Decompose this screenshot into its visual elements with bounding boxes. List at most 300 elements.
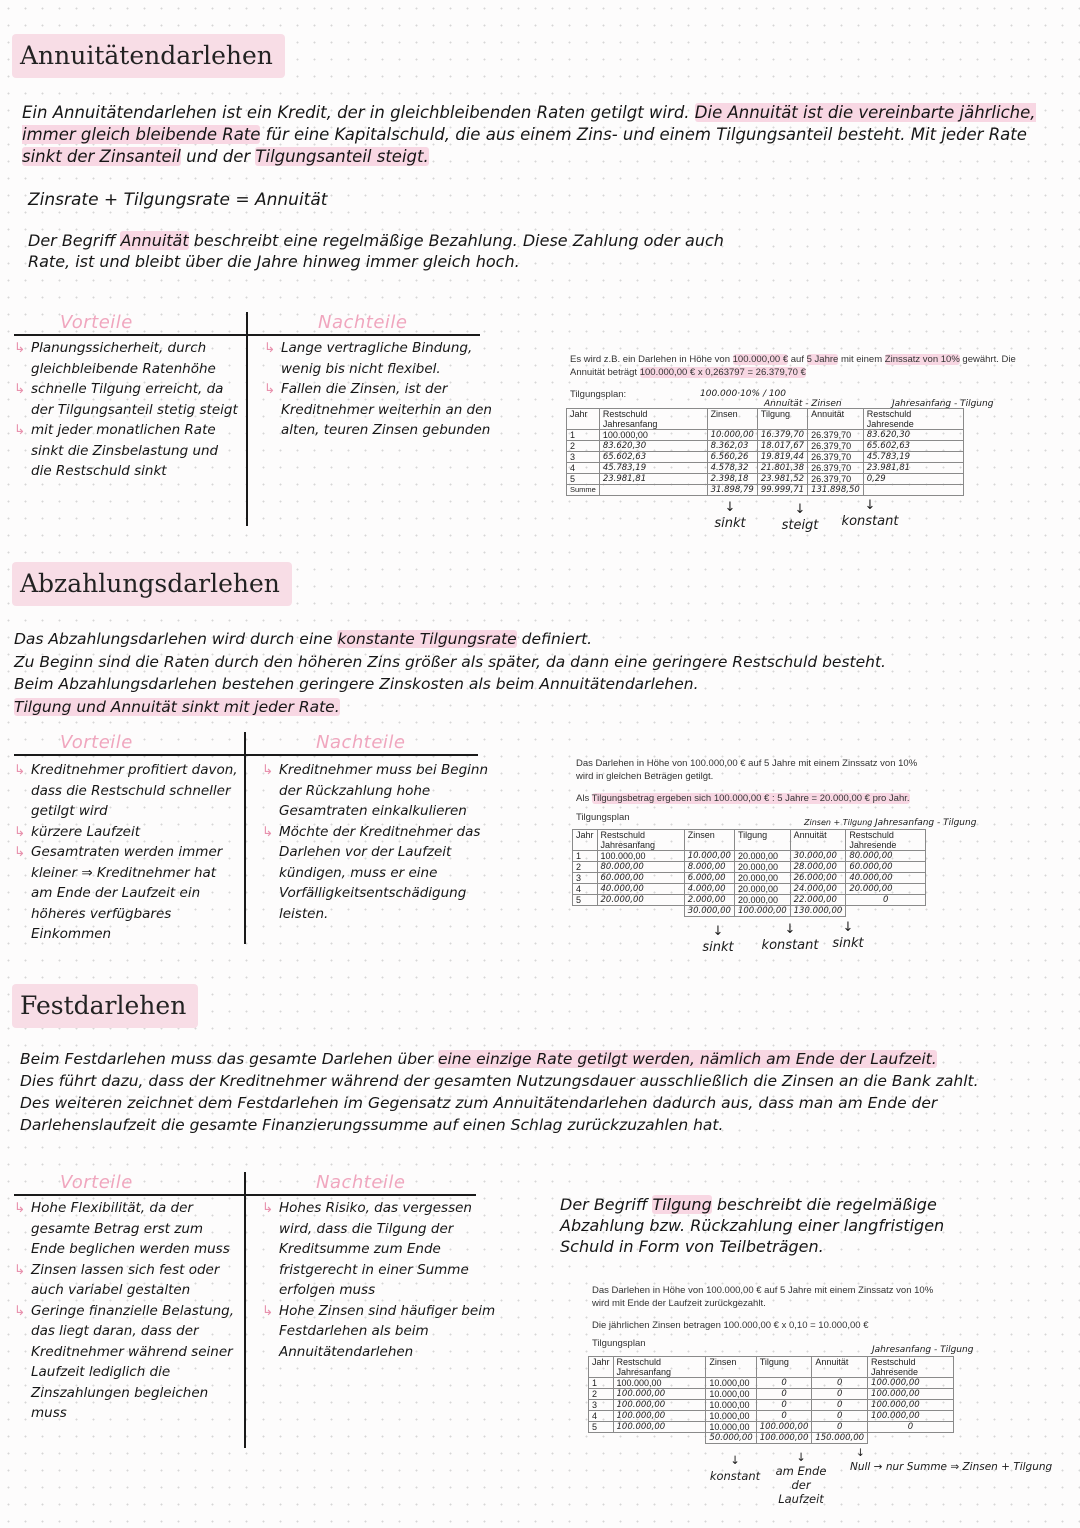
annuitaet-nachteil-item	[264, 379, 496, 441]
ex2-l3	[576, 792, 976, 805]
arrow-icon: ↳	[264, 381, 276, 397]
cell: 40.000,00	[597, 884, 684, 895]
cell	[863, 485, 963, 496]
cell: 10.000,00	[684, 851, 734, 862]
arrow-icon: ↳	[14, 1261, 26, 1278]
label-text: Null → nur Summe ⇒ Zinsen + Tilgung	[850, 1461, 1053, 1473]
arrow-icon: ↳	[264, 340, 276, 356]
annuitaet-nachteil-text: Fallen die Zinsen, ist der Kreditnehmer weiterhin an den alten, teuren Zinsen gebunden	[281, 381, 492, 438]
annuitaet-vorteil-text: schnelle Tilgung erreicht, da der Tilgungsanteil stetig steigt	[31, 381, 238, 418]
down-arrow-icon: ↓	[842, 920, 854, 935]
table-row	[573, 884, 926, 895]
annuitaet-formula: Zinsrate + Tilgungsrate = Annuität	[28, 190, 328, 210]
table-row	[567, 430, 964, 441]
cell: 100.000,00	[597, 851, 684, 862]
cell: 2.000,00	[684, 895, 734, 906]
t: definiert.	[521, 630, 593, 648]
cell: 65.602,63	[599, 452, 707, 463]
arrow-icon: ↳	[14, 1200, 26, 1216]
cell: 26.379,70	[808, 441, 864, 452]
abzahlung-tilgungsplan-table	[572, 829, 926, 917]
cell: 130.000,00	[790, 906, 846, 917]
ex1-t5: mit einem	[840, 354, 883, 365]
fest-vorteil-text: Zinsen lassen sich fest oder auch variabel gestalten	[31, 1261, 220, 1298]
annuitaet-label-zinsen	[700, 500, 760, 532]
annuitaet-nachteile-list	[264, 338, 496, 441]
table-row	[573, 873, 926, 884]
label-text: konstant	[709, 1469, 761, 1483]
cell: 65.602,63	[863, 441, 963, 452]
t: Tilgungsbetrag ergeben sich 100.000,00 € : 5 Jahre = 20.000,00 € pro Jahr.	[591, 793, 910, 804]
down-arrow-icon: ↓	[730, 1453, 740, 1467]
cell	[599, 485, 707, 496]
annuitaet-nachteil-text: Lange vertragliche Bindung, wenig bis nicht flexibel.	[281, 340, 473, 377]
abzahlung-label-tilgung	[752, 922, 828, 954]
abzahlung-note-ann: Zinsen + Tilgung	[804, 818, 873, 827]
annuitaet-note-calc: 100.000·10% / 100	[700, 389, 787, 399]
table-sum-row	[589, 1433, 954, 1444]
fest-note-rest: Jahresanfang - Tilgung	[872, 1345, 974, 1355]
cell: 4	[567, 463, 600, 474]
table-row	[567, 441, 964, 452]
down-arrow-icon: ↓	[864, 498, 876, 513]
abzahlung-definition	[14, 628, 1064, 718]
fest-plan-label: Tilgungsplan	[592, 1338, 646, 1349]
label-text: sinkt	[832, 936, 864, 951]
cell: 28.000,00	[790, 862, 846, 873]
t: eine einzige Rate getilgt werden, nämlich am Ende der Laufzeit.	[437, 1050, 937, 1068]
ex1-t4: 5 Jahre	[806, 354, 839, 365]
begriff-4: Diese Zahlung oder auch Rate, ist und bleibt über die Jahre hinweg immer gleich hoch.	[28, 231, 724, 271]
annuitaet-def-3: für eine Kapitalschuld, die aus einem Zins- und einem Tilgungsanteil besteht. Mit jeder Rate	[265, 125, 1027, 144]
cell: 10.000,00	[707, 430, 757, 441]
table-row	[567, 452, 964, 463]
cell: 10.000,00	[706, 1411, 756, 1422]
table-row	[589, 1400, 954, 1411]
ex2-l2: wird in gleichen Beträgen getilgt.	[576, 771, 714, 782]
abzahlung-vorteil-item	[14, 760, 240, 822]
col-tilgung: Tilgung	[734, 830, 790, 851]
table-row	[567, 474, 964, 485]
label-text: am Ende der Laufzeit	[775, 1464, 827, 1506]
annuitaet-tilgungsplan-table	[566, 408, 964, 496]
table-row	[573, 851, 926, 862]
cell	[846, 906, 926, 917]
annuitaet-def-4: sinkt der Zinsanteil	[22, 147, 181, 166]
cell: 10.000,00	[706, 1389, 756, 1400]
cell: 24.000,00	[790, 884, 846, 895]
arrow-icon: ↳	[262, 1302, 274, 1319]
ex1-t7: gewährt. Die	[962, 354, 1016, 365]
abzahlung-nachteil-text: Kreditnehmer muss bei Beginn der Rückzahlung hohe Gesamtraten einkalkulieren	[279, 762, 489, 819]
fest-vorteile-heading: Vorteile	[60, 1172, 133, 1193]
label-text: sinkt	[714, 516, 746, 531]
cell: 0	[756, 1400, 812, 1411]
col-annuitaet: Annuität	[812, 1357, 868, 1378]
cell: 6.560,26	[707, 452, 757, 463]
cell: 50.000,00	[706, 1433, 756, 1444]
cell: 20.000,00	[846, 884, 926, 895]
label-text: sinkt	[702, 940, 734, 955]
cell: 45.783,19	[599, 463, 707, 474]
cell: 30.000,00	[790, 851, 846, 862]
t: Der Begriff	[560, 1195, 648, 1214]
cell: 26.379,70	[808, 474, 864, 485]
label-text: konstant	[761, 938, 819, 953]
cell: 3	[589, 1400, 614, 1411]
t: Tilgung und Annuität sinkt mit jeder Rate.	[14, 697, 340, 716]
cell: 2	[573, 862, 598, 873]
table-row	[573, 862, 926, 873]
cell: 0	[756, 1378, 812, 1389]
annuitaet-vorteil-text: Planungssicherheit, durch gleichbleibende Ratenhöhe	[31, 340, 216, 377]
annuitaet-nachteile-heading: Nachteile	[318, 312, 408, 333]
cell: 5	[589, 1422, 614, 1433]
abzahlung-vorteil-item	[14, 842, 240, 945]
cell: 20.000,00	[734, 851, 790, 862]
arrow-icon: ↳	[14, 381, 26, 397]
t: Tilgung	[652, 1195, 712, 1214]
abzahlung-label-zinsen	[688, 924, 748, 956]
table-row	[589, 1378, 954, 1389]
cell	[597, 906, 684, 917]
col-tilgung: Tilgung	[756, 1357, 812, 1378]
annuitaet-def-2: Die Annuität ist die vereinbarte jährliche, immer gleich bleibende Rate	[22, 103, 1036, 144]
fest-example-intro	[592, 1284, 992, 1332]
ex3-l1: Das Darlehen in Höhe von 100.000,00 € auf 5 Jahre mit einem Zinssatz von 10%	[592, 1285, 934, 1296]
cell: 45.783,19	[863, 452, 963, 463]
cell: 2	[589, 1389, 614, 1400]
cell: 16.379,70	[757, 430, 807, 441]
t: Das Abzahlungsdarlehen wird durch eine	[14, 630, 333, 648]
abzahlung-vorteile-list	[14, 760, 240, 945]
abzahlung-vorteil-item	[14, 822, 240, 843]
cell: 1	[589, 1378, 614, 1389]
table-row	[589, 1389, 954, 1400]
cell: 100.000,00	[868, 1400, 954, 1411]
ex1-t8: Annuität beträgt	[570, 367, 638, 378]
cell: 0	[868, 1422, 954, 1433]
annuitaet-def-1: Ein Annuitätendarlehen ist ein Kredit, der in gleichbleibenden Raten getilgt wird.	[22, 103, 690, 122]
cell: 100.000,00	[599, 430, 707, 441]
fest-line-1	[20, 1048, 1060, 1070]
arrow-icon: ↳	[14, 844, 26, 860]
annuitaet-vorteil-text: mit jeder monatlichen Rate sinkt die Zinsbelastung und die Restschuld sinkt	[31, 422, 219, 479]
cell: 4	[589, 1411, 614, 1422]
cell: 20.000,00	[597, 895, 684, 906]
cell: 0	[812, 1411, 868, 1422]
fest-nachteil-text: Hohe Zinsen sind häufiger beim Festdarlehen als beim Annuitätendarlehen	[279, 1302, 496, 1360]
down-arrow-icon: ↓	[796, 1450, 806, 1464]
table-row	[589, 1422, 954, 1433]
col-jahr: Jahr	[589, 1357, 614, 1378]
cell: 83.620,30	[599, 441, 707, 452]
cell: 0	[846, 895, 926, 906]
col-restschuld-anfang: Restschuld Jahresanfang	[599, 409, 707, 430]
abzahlung-tchart-hline	[14, 754, 478, 756]
abzahlung-line-4	[14, 696, 1064, 719]
cell: 10.000,00	[706, 1378, 756, 1389]
fest-tilgungsplan-table	[588, 1356, 954, 1444]
col-zinsen: Zinsen	[707, 409, 757, 430]
down-arrow-icon: ↓	[724, 500, 736, 515]
cell: 99.999,71	[757, 485, 807, 496]
cell: 26.379,70	[808, 430, 864, 441]
annuitaet-note-ann: Annuität - Zinsen	[764, 399, 842, 409]
col-restschuld-ende: Restschuld Jahresende	[868, 1357, 954, 1378]
cell: 4	[573, 884, 598, 895]
col-annuitaet: Annuität	[790, 830, 846, 851]
cell: 40.000,00	[846, 873, 926, 884]
table-header-row	[589, 1357, 954, 1378]
down-arrow-icon: ↓	[856, 1447, 865, 1459]
begriff-3: beschreibt eine regelmäßige Bezahlung.	[193, 231, 518, 250]
cell: 0	[756, 1389, 812, 1400]
col-restschuld-anfang: Restschuld Jahresanfang	[597, 830, 684, 851]
cell: 2	[567, 441, 600, 452]
cell: 150.000,00	[812, 1433, 868, 1444]
cell: 3	[567, 452, 600, 463]
table-header-row	[573, 830, 926, 851]
cell: 23.981,81	[863, 463, 963, 474]
cell: 100.000,00	[613, 1400, 706, 1411]
abzahlung-vorteil-text: Kreditnehmer profitiert davon, dass die Restschuld schneller getilgt wird	[31, 762, 238, 819]
down-arrow-icon: ↓	[794, 502, 806, 517]
fest-nachteile-heading: Nachteile	[316, 1172, 406, 1193]
cell: 8.362,03	[707, 441, 757, 452]
cell: Summe	[567, 485, 600, 496]
ex1-t2: 100.000,00 €	[732, 354, 789, 365]
down-arrow-icon: ↓	[712, 924, 724, 939]
t: Als	[576, 793, 590, 804]
cell: 18.017,67	[757, 441, 807, 452]
cell: 10.000,00	[706, 1400, 756, 1411]
cell: 100.000,00	[868, 1389, 954, 1400]
cell: 5	[567, 474, 600, 485]
abzahlung-vorteile-heading: Vorteile	[60, 732, 133, 753]
cell: 100.000,00	[613, 1411, 706, 1422]
t: konstante Tilgungsrate	[337, 630, 517, 648]
annuitaet-tchart-vline	[246, 312, 248, 526]
annuitaet-label-annuitaet	[832, 498, 908, 530]
arrow-icon: ↳	[262, 823, 274, 840]
fest-label-zinsen	[700, 1452, 770, 1484]
cell: 1	[573, 851, 598, 862]
cell: 3	[573, 873, 598, 884]
table-row	[567, 463, 964, 474]
abzahlung-nachteil-text: Möchte der Kreditnehmer das Darlehen vor der Laufzeit kündigen, muss er eine Vorfälligkeitsentschädigung leisten.	[279, 823, 481, 922]
fest-label-tilgung	[770, 1450, 832, 1506]
abzahlung-nachteil-item	[262, 760, 500, 822]
abzahlung-tchart-vline	[244, 732, 246, 944]
cell: 23.981,81	[599, 474, 707, 485]
fest-line-2: Dies führt dazu, dass der Kreditnehmer während der gesamten Nutzungsdauer ausschließlich die Zinsen an die Bank zahlt.	[20, 1072, 979, 1090]
table-sum-row	[573, 906, 926, 917]
cell: 20.000,00	[734, 895, 790, 906]
arrow-icon: ↳	[14, 823, 26, 840]
cell: 0	[756, 1411, 812, 1422]
cell	[613, 1433, 706, 1444]
cell: 26.000,00	[790, 873, 846, 884]
col-zinsen: Zinsen	[684, 830, 734, 851]
cell: 20.000,00	[734, 873, 790, 884]
cell: 30.000,00	[684, 906, 734, 917]
cell: 22.000,00	[790, 895, 846, 906]
fest-tchart-vline	[244, 1172, 246, 1448]
annuitaet-nachteil-item	[264, 338, 496, 379]
ex1-t6: Zinssatz von 10%	[884, 354, 960, 365]
fest-nachteile-list	[262, 1198, 498, 1362]
begriff-1: Der Begriff	[28, 231, 116, 250]
fest-vorteil-item	[14, 1260, 240, 1301]
arrow-icon: ↳	[14, 422, 26, 438]
abzahlung-nachteile-list	[262, 760, 500, 924]
annuitaet-begriff	[28, 230, 768, 272]
cell: 0	[812, 1400, 868, 1411]
col-restschuld-ende: Restschuld Jahresende	[846, 830, 926, 851]
cell: 20.000,00	[734, 862, 790, 873]
cell: 26.379,70	[808, 452, 864, 463]
table-header-row	[567, 409, 964, 430]
fest-definition	[20, 1048, 1060, 1136]
abzahlung-example-intro	[576, 757, 976, 805]
abzahlung-line-2: Zu Beginn sind die Raten durch den höheren Zins größer als später, da dann eine geringere Restschuld besteht.	[14, 652, 886, 671]
fest-vorteil-item	[14, 1198, 240, 1260]
annuitaet-vorteil-item	[14, 379, 240, 420]
down-arrow-icon: ↓	[784, 922, 796, 937]
cell: 83.620,30	[863, 430, 963, 441]
ex3-l3: Die jährlichen Zinsen betragen 100.000,00 € x 0,10 = 10.000,00 €	[592, 1320, 869, 1331]
annuitaet-definition	[22, 102, 1062, 168]
section-title-annuitaet: Annuitätendarlehen	[12, 34, 285, 78]
fest-vorteil-text: Geringe finanzielle Belastung, das liegt daran, dass der Kreditnehmer während seiner Laufzeit lediglich die Zinszahlungen begleichen muss	[31, 1302, 235, 1421]
fest-line-3: Des weiteren zeichnet dem Festdarlehen im Gegensatz zum Annuitätendarlehen dadurch aus, dass man am Ende der Darlehenslaufzeit die gesamte Finanzierungssumme auf einen Schlag zurückzuzahlen hat.	[20, 1094, 938, 1134]
ex3-l2: wird mit Ende der Laufzeit zurückgezahlt.	[592, 1298, 766, 1309]
cell: 0	[812, 1422, 868, 1433]
cell: 100.000,00	[868, 1411, 954, 1422]
cell: 100.000,00	[756, 1433, 812, 1444]
cell: 26.379,70	[808, 463, 864, 474]
fest-vorteile-list	[14, 1198, 240, 1424]
cell: 21.801,38	[757, 463, 807, 474]
section-title-fest: Festdarlehen	[12, 984, 198, 1028]
cell: 2.398,18	[707, 474, 757, 485]
cell: 60.000,00	[846, 862, 926, 873]
col-annuitaet: Annuität	[808, 409, 864, 430]
cell: 131.898,50	[808, 485, 864, 496]
annuitaet-vorteile-heading: Vorteile	[60, 312, 133, 333]
ex1-t1: Es wird z.B. ein Darlehen in Höhe von	[570, 354, 730, 365]
abzahlung-line-1	[14, 628, 1064, 651]
cell: 10.000,00	[706, 1422, 756, 1433]
ex2-l1: Das Darlehen in Höhe von 100.000,00 € auf 5 Jahre mit einem Zinssatz von 10%	[576, 758, 918, 769]
abzahlung-label-annuitaet	[820, 920, 876, 952]
cell: 60.000,00	[597, 873, 684, 884]
abzahlung-vorteil-text: kürzere Laufzeit	[31, 823, 141, 840]
cell: 6.000,00	[684, 873, 734, 884]
cell: 80.000,00	[846, 851, 926, 862]
arrow-icon: ↳	[262, 762, 274, 778]
cell: 20.000,00	[734, 884, 790, 895]
cell: 100.000,00	[734, 906, 790, 917]
col-jahr: Jahr	[573, 830, 598, 851]
arrow-icon: ↳	[14, 340, 26, 356]
cell	[868, 1433, 954, 1444]
annuitaet-example-intro	[570, 353, 1040, 379]
table-row	[573, 895, 926, 906]
annuitaet-vorteil-item	[14, 338, 240, 379]
cell: 100.000,00	[613, 1389, 706, 1400]
annuitaet-note-rest: Jahresanfang - Tilgung	[892, 399, 994, 409]
annuitaet-vorteile-list	[14, 338, 240, 482]
annuitaet-def-5: und der	[186, 147, 251, 166]
cell	[589, 1433, 614, 1444]
col-restschuld-anfang: Restschuld Jahresanfang	[613, 1357, 706, 1378]
label-text: konstant	[841, 514, 899, 529]
abzahlung-note-rest: Jahresanfang - Tilgung	[875, 818, 977, 828]
table-row	[589, 1411, 954, 1422]
cell: 0	[812, 1389, 868, 1400]
table-sum-row	[567, 485, 964, 496]
t: Beim Festdarlehen muss das gesamte Darlehen über	[20, 1050, 434, 1068]
fest-vorteil-text: Hohe Flexibilität, da der gesamte Betrag erst zum Ende beglichen werden muss	[31, 1200, 230, 1257]
ex1-t3: auf	[790, 354, 804, 365]
cell: 31.898,79	[707, 485, 757, 496]
cell: 1	[567, 430, 600, 441]
cell: 19.819,44	[757, 452, 807, 463]
cell: 100.000,00	[613, 1422, 706, 1433]
fest-vorteil-item	[14, 1301, 240, 1424]
col-jahr: Jahr	[567, 409, 600, 430]
annuitaet-label-tilgung	[770, 502, 830, 534]
tilgung-definition	[560, 1194, 1000, 1257]
fest-label-annuitaet	[850, 1446, 1070, 1474]
t: beschreibt die regelmäßige Abzahlung bzw. Rückzahlung einer langfristigen Schuld in Form von Teilbeträgen.	[560, 1195, 945, 1256]
cell: 100.000,00	[868, 1378, 954, 1389]
annuitaet-vorteil-item	[14, 420, 240, 482]
abzahlung-plan-label: Tilgungsplan	[576, 812, 630, 823]
abzahlung-line-3: Beim Abzahlungsdarlehen bestehen geringere Zinskosten als beim Annuitätendarlehen.	[14, 675, 699, 693]
arrow-icon: ↳	[14, 1302, 26, 1319]
annuitaet-def-6: Tilgungsanteil steigt.	[255, 147, 429, 166]
annuitaet-plan-label: Tilgungsplan:	[570, 389, 627, 400]
arrow-icon: ↳	[14, 762, 26, 778]
cell: 0,29	[863, 474, 963, 485]
begriff-2: Annuität	[120, 231, 189, 250]
ex1-t9: 100.000,00 € x 0,263797 = 26.379,70 €	[639, 367, 806, 378]
abzahlung-vorteil-text: Gesamtraten werden immer kleiner ⇒ Kreditnehmer hat am Ende der Laufzeit ein höheres verfügbares Einkommen	[31, 844, 223, 942]
cell: 4.000,00	[684, 884, 734, 895]
col-restschuld-ende: Restschuld Jahresende	[863, 409, 963, 430]
fest-nachteil-item	[262, 1301, 498, 1363]
label-text: steigt	[781, 518, 819, 533]
fest-nachteil-item	[262, 1198, 498, 1301]
col-zinsen: Zinsen	[706, 1357, 756, 1378]
section-title-abzahlung: Abzahlungsdarlehen	[12, 562, 292, 606]
cell: 100.000,00	[613, 1378, 706, 1389]
cell: 8.000,00	[684, 862, 734, 873]
cell: 80.000,00	[597, 862, 684, 873]
arrow-icon: ↳	[262, 1200, 274, 1216]
cell: 5	[573, 895, 598, 906]
abzahlung-nachteil-item	[262, 822, 500, 925]
cell: 4.578,32	[707, 463, 757, 474]
cell: 23.981,52	[757, 474, 807, 485]
cell: 0	[812, 1378, 868, 1389]
abzahlung-nachteile-heading: Nachteile	[316, 732, 406, 753]
fest-nachteil-text: Hohes Risiko, das vergessen wird, dass die Tilgung der Kreditsumme zum Ende fristgerecht in einer Summe erfolgen muss	[279, 1200, 472, 1298]
col-tilgung: Tilgung	[757, 409, 807, 430]
